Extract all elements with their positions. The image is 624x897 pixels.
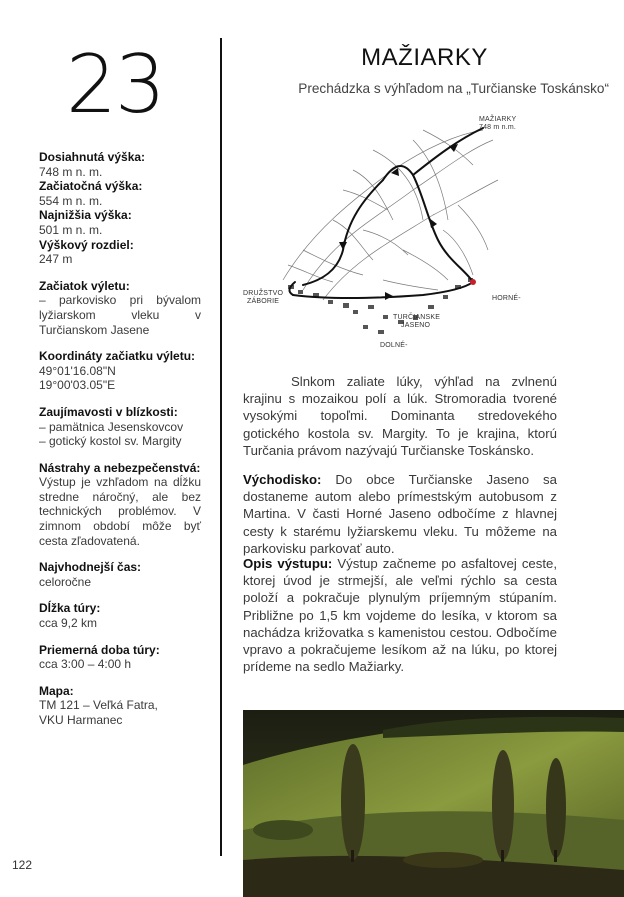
sights-item: – pamätnica Jesenskovcov: [39, 419, 184, 434]
map-value: TM 121 – Veľká Fatra,: [39, 698, 158, 713]
length-label: Dĺžka túry:: [39, 601, 101, 616]
trip-start-value: – parkovisko pri bývalom lyžiarskom vleku v Turčianskom Jasene: [39, 293, 201, 337]
page-number: 122: [12, 858, 33, 872]
best-time-value: celoročne: [39, 574, 92, 589]
trip-start-label: Začiatok výletu:: [39, 278, 130, 293]
max-altitude-value: 748 m n. m.: [39, 164, 103, 179]
map-label-horne: HORNÉ-: [492, 295, 521, 302]
map-label-jaseno: JASENO: [401, 322, 431, 329]
hazards-label: Nástrahy a nebezpečenstvá:: [39, 460, 201, 475]
coordinates-longitude: 19°00'03.05"E: [39, 378, 116, 393]
landscape-photo: [243, 710, 624, 897]
start-heading: Východisko:: [243, 472, 322, 487]
coordinates-label: Koordináty začiatku výletu:: [39, 349, 196, 364]
intro-paragraph: Slnkom zaliate lúky, výhľad na zvlnenú krajinu s mozaikou polí a lúk. Stromoradia tvorené vysokými topoľmi. Dominanta stredovekého gotického kostola sv. Margity. To je krajina, ktorú Turčania právom nazývajú Turčianske Toskánsko.: [243, 374, 557, 458]
map-label-zaborie: ZÁBORIE: [247, 298, 280, 305]
page-subtitle: Prechádzka s výhľadom na „Turčianske Toskánsko“: [298, 81, 609, 96]
altitude-difference-label: Výškový rozdiel:: [39, 237, 134, 252]
best-time-label: Najvhodnejší čas:: [39, 560, 142, 575]
coordinates-latitude: 49°01'16.08"N: [39, 363, 116, 378]
duration-value: cca 3:00 – 4:00 h: [39, 657, 132, 672]
start-text: Do obce Turčianske Jaseno sa dostaneme autom alebo prímestským autobusom z Martina. V časti Horné Jaseno odbočíme z hlavnej cesty k starému lyžiarskemu vleku. Tu môžeme na parkovisku parkovať auto.: [243, 472, 557, 556]
hazards-value: Výstup je vzhľadom na dĺžku stredne náročný, ale bez technických problémov. V zimnom období môže byť cesta zľadovatená.: [39, 475, 201, 548]
duration-label: Priemerná doba túry:: [39, 642, 160, 657]
route-heading: Opis výstupu:: [243, 556, 333, 571]
altitude-difference-value: 247 m: [39, 252, 73, 267]
start-altitude-label: Začiatočná výška:: [39, 179, 143, 194]
route-paragraph: [243, 555, 557, 675]
start-altitude-value: 554 m n. m.: [39, 193, 103, 208]
map-label-peak: MAŽIARKY 748 m n.m.: [479, 116, 517, 131]
min-altitude-label: Najnižšia výška:: [39, 208, 132, 223]
route-text: Výstup začneme po asfaltovej ceste, ktorej úvod je strmejší, ale veľmi rýchlo sa cesta položí a pokračuje plynulým príjemným stúpaním. Približne po 1,5 km vojdeme do lesíka, v ktorom sa nachádza križovatka s kamenistou cestou. Odbočíme vpravo a pokračujeme lesíkom až na lúku, po ktorej prídeme na sedlo Mažiarky.: [243, 556, 557, 675]
max-altitude-label: Dosiahnutá výška:: [39, 150, 146, 164]
tour-info-sidebar: [39, 150, 201, 728]
page-title: MAŽIARKY: [361, 44, 488, 71]
map-label-turcianske: TURČIANSKE: [393, 314, 441, 321]
length-value: cca 9,2 km: [39, 616, 98, 631]
min-altitude-value: 501 m n. m.: [39, 222, 103, 237]
landscape-photo-image: [243, 710, 624, 897]
sights-item: – gotický kostol sv. Margity: [39, 434, 182, 449]
route-map: [243, 110, 521, 355]
map-label: Mapa:: [39, 683, 74, 698]
map-label-druzstvo: DRUŽSTVO: [243, 290, 284, 297]
vertical-divider: [220, 38, 222, 856]
sights-label: Zaujímavosti v blízkosti:: [39, 404, 178, 419]
route-map-drawing: [243, 110, 513, 355]
start-paragraph: [243, 471, 557, 557]
map-label-dolne: DOLNÉ-: [380, 342, 408, 349]
map-value: VKU Harmanec: [39, 713, 123, 727]
tour-number: 23: [66, 38, 164, 131]
